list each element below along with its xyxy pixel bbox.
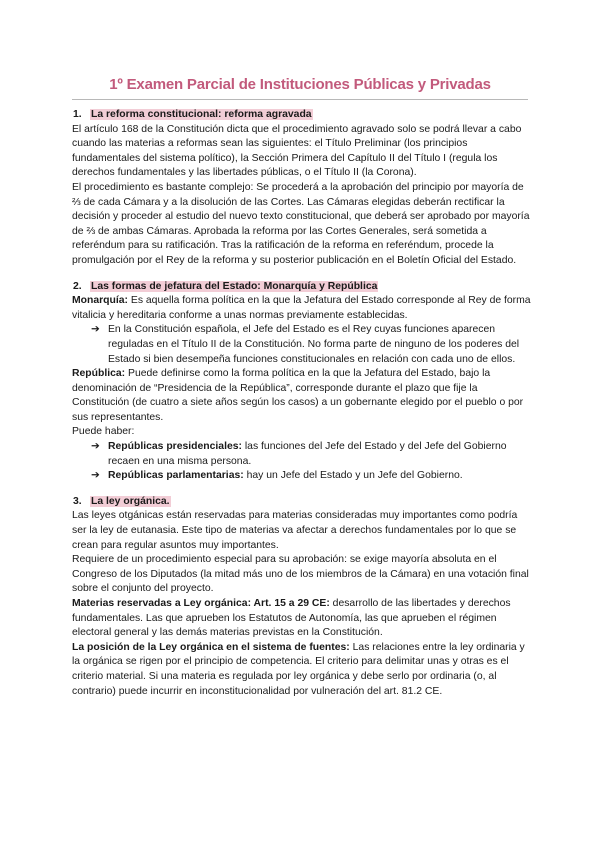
term-text: Las relaciones entre la ley ordinaria y la orgánica se rigen por el principio de competencia. El criterio para delimitar unas y otras es el criterio material. Si una materia es regulada por ley orgánica y debe serlo por ordinaria (o, al contrario) puede incurrir en inconstitucionalidad por vulneración del art. 81.2 CE. [72, 641, 525, 697]
bullet-list [72, 440, 532, 484]
list-item-text: En la Constitución española, el Jefe del Estado es el Rey cuyas funciones aparecen reguladas en el Título II de la Constitución. No forma parte de ninguno de los poderes del Estado si bien desempeña funciones constitucionales en relación con cada uno de ellos. [108, 324, 520, 365]
section-heading [72, 108, 532, 123]
paragraph: El procedimiento es bastante complejo: Se procederá a la aprobación del principio por mayoría de ⅔ de cada Cámara y a la disolución de las Cortes. Las Cámaras elegidas deberán rectificar la decisión y proceder al estudio del nuevo texto constitucional, que deberá ser aprobado por mayoría de ⅔ de ambas Cámaras. Aprobada la reforma por las Cortes Generales, será sometida a referéndum para su ratificación. Tras la ratificación de la reforma en referéndum, procede la promulgación por el Rey de la reforma y su posterior publicación en el Boletín Oficial del Estado. [72, 181, 530, 266]
section-number: 1. [73, 109, 82, 120]
list-item [91, 469, 532, 484]
section-number: 3. [73, 495, 82, 507]
list-item-text: hay un Jefe del Estado y un Jefe del Gobierno. [243, 470, 463, 482]
bullet-list [72, 323, 532, 367]
paragraph [72, 641, 532, 699]
section-title: La reforma constitucional: reforma agravada [91, 109, 312, 120]
paragraph: Las leyes otgánicas están reservadas para materias consideradas muy importantes como podría ser la ley de eutanasia. Este tipo de materias va afectar a derechos fundamentales por lo que se crean para regular asuntos muy importantes. [72, 510, 518, 551]
term-label: República: [72, 368, 126, 380]
section-number: 2. [73, 280, 82, 292]
paragraph: El artículo 168 de la Constitución dicta que el procedimiento agravado solo se podrá llevar a cabo cuando las materias a reformas sean las siguientes: el Título Preliminar (los principios fundamentales del sistema político), la Sección Primera del Capítulo II del Título I (regula los derechos fundamentales y las libertades públicas, o el Título II (la Corona). [72, 123, 522, 179]
section-heading [72, 280, 532, 295]
list-item [91, 323, 532, 367]
term-label: Repúblicas parlamentarias: [108, 470, 244, 482]
document-body [72, 108, 532, 699]
section-heading [72, 495, 532, 510]
term-label: La posición de la Ley orgánica en el sistema de fuentes: [72, 641, 350, 653]
paragraph [72, 367, 532, 425]
arrow-bullet-icon: ➔ [91, 324, 100, 336]
paragraph [72, 597, 532, 641]
paragraph [72, 294, 532, 323]
term-label: Materias reservadas a Ley orgánica: Art. 15 a 29 CE: [72, 598, 330, 609]
paragraph: Requiere de un procedimiento especial para su aprobación: se exige mayoría absoluta en el Congreso de los Diputados (la mitad más uno de los miembros de la Cámara) en una votación final sobre el conjunto del proyecto. [72, 554, 529, 595]
document-title: 1º Examen Parcial de Instituciones Públicas y Privadas [109, 76, 491, 93]
term-label: Repúblicas presidenciales: [108, 441, 242, 453]
arrow-bullet-icon: ➔ [91, 470, 100, 482]
title-divider [72, 99, 528, 100]
section-title: La ley orgánica. [91, 495, 170, 507]
term-text: desarrollo de las libertades y derechos fundamentales. Las que aprueben los Estatutos de Autonomía, las que aprueben el régimen electoral general y las demás materias previstas en la Constitución. [72, 598, 511, 639]
paragraph: Puede haber: [72, 426, 135, 438]
list-item-text: las funciones del Jefe del Estado y del Jefe del Gobierno recaen en una misma persona. [108, 441, 507, 467]
term-text: Es aquella forma política en la que la Jefatura del Estado corresponde al Rey de forma vitalicia y hereditaria conforme a unas normas previamente establecidas. [72, 295, 531, 321]
list-item [91, 440, 532, 469]
term-label: Monarquía: [72, 295, 128, 307]
section-title: Las formas de jefatura del Estado: Monarquía y República [91, 280, 378, 292]
arrow-bullet-icon: ➔ [91, 441, 100, 453]
term-text: Puede definirse como la forma política en la que la Jefatura del Estado, bajo la denominación de “Presidencia de la República”, corresponde durante el plazo que fije la Constitución (de cuatro a siete años según los casos) a un gobernante elegido por el pueblo o por sus representantes. [72, 368, 524, 423]
